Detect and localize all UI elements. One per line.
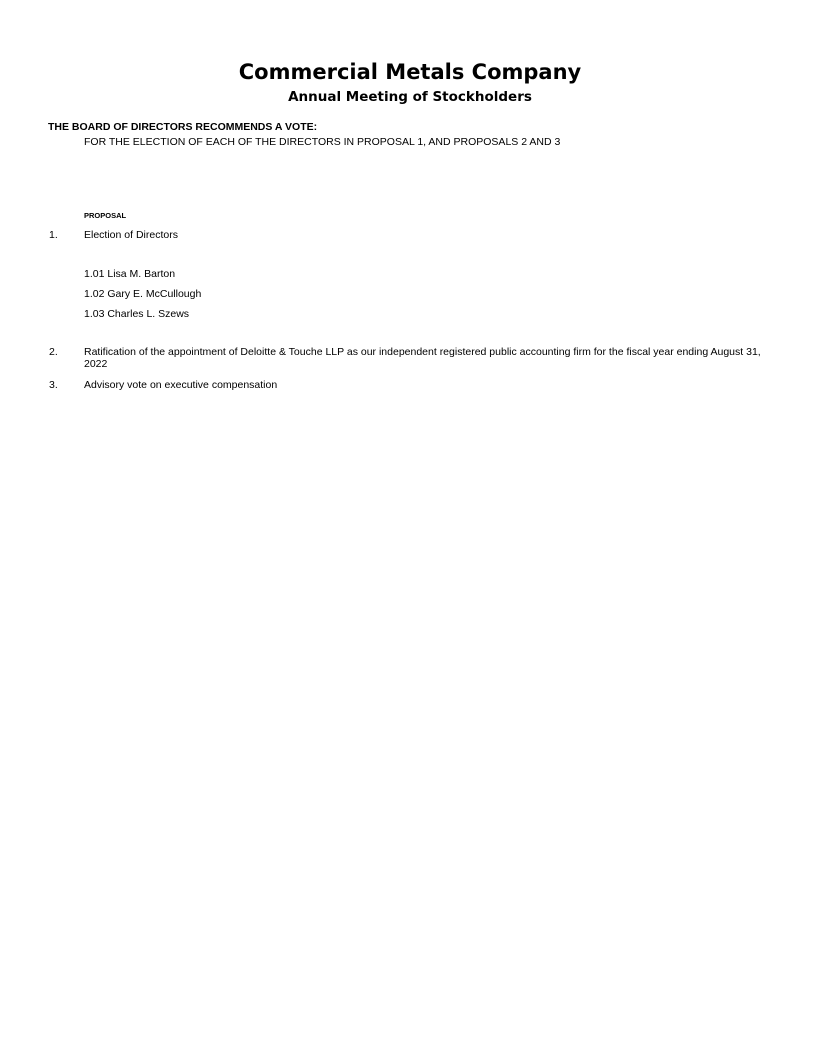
nominee-1: 1.01 Lisa M. Barton	[84, 268, 176, 280]
proposal-1-number: 1.	[49, 229, 58, 241]
proposal-2-number: 2.	[49, 346, 58, 358]
proposal-1-text: Election of Directors	[84, 229, 178, 241]
proposal-2-text: Ratification of the appointment of Deloitte & Touche LLP as our independent registered public accounting firm for the fiscal year ending August 31, 2022	[84, 346, 761, 370]
proposal-3-text: Advisory vote on executive compensation	[84, 379, 278, 391]
proposal-column-header: PROPOSAL	[84, 211, 127, 220]
page-subtitle: Annual Meeting of Stockholders	[288, 89, 532, 105]
nominee-2: 1.02 Gary E. McCullough	[84, 288, 202, 300]
board-recommendation-text: FOR THE ELECTION OF EACH OF THE DIRECTORS IN PROPOSAL 1, AND PROPOSALS 2 AND 3	[84, 136, 561, 148]
board-recommendation-heading: THE BOARD OF DIRECTORS RECOMMENDS A VOTE:	[48, 121, 318, 133]
nominee-3: 1.03 Charles L. Szews	[84, 308, 190, 320]
page-title: Commercial Metals Company	[238, 60, 582, 84]
proposal-3-number: 3.	[49, 379, 58, 391]
